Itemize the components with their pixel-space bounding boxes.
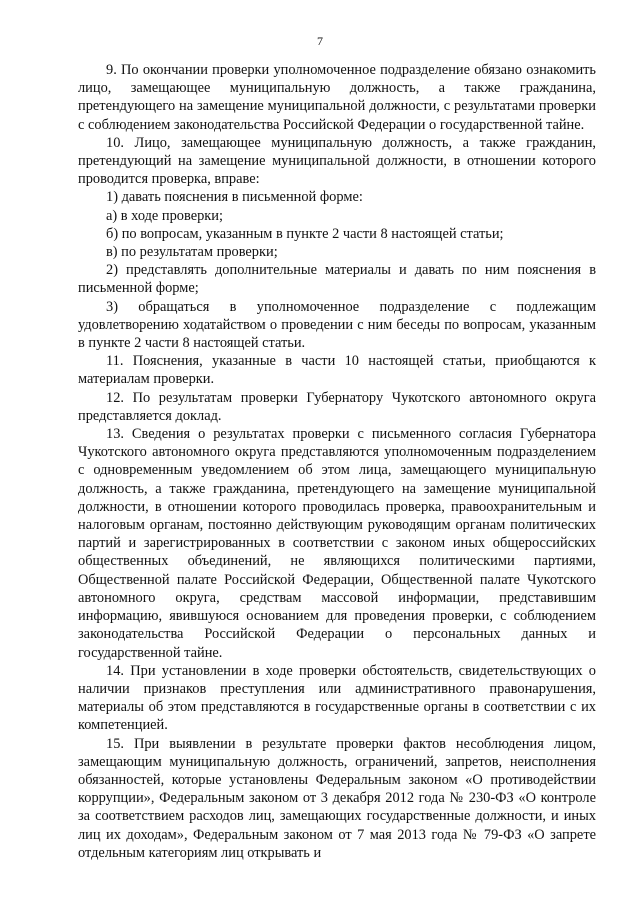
paragraph-12: 12. По результатам проверки Губернатору Чукотского автономного округа представляется доклад. bbox=[78, 389, 596, 424]
paragraph-15: 15. При выявлении в результате проверки фактов несоблюдения лицом, замещающим муниципальную должность, ограничений, запретов, неисполнения обязанностей, которые установлены Федеральным законом «О противодействии коррупции», Федеральным законом от 3 декабря 2012 года № 230-ФЗ «О контроле за соответствием расходов лиц, замещающих государственные должности, и иных лиц их доходам», Федеральным законом от 7 мая 2013 года № 79-ФЗ «О запрете отдельным категориям лиц открывать и bbox=[78, 735, 596, 861]
paragraph-10-item-1: 1) давать пояснения в письменной форме: bbox=[106, 189, 363, 206]
paragraph-10-item-3: 3) обращаться в уполномоченное подразделение с подлежащим удовлетворению ходатайством о проведении с ним беседы по вопросам, указанным в пункте 2 части 8 настоящей статьи. bbox=[78, 298, 596, 352]
paragraph-10-item-1b: б) по вопросам, указанным в пункте 2 части 8 настоящей статьи; bbox=[106, 225, 504, 242]
paragraph-14: 14. При установлении в ходе проверки обстоятельств, свидетельствующих о наличии признаков преступления или административного правонарушения, материалы об этом представляются в государственные органы в соответствии с их компетенцией. bbox=[78, 662, 596, 734]
paragraph-13: 13. Сведения о результатах проверки с письменного согласия Губернатора Чукотского автономного округа представляются уполномоченным подразделением с одновременным уведомлением об этом лица, замещающего муниципальную должность, а также гражданина, претендующего на замещение муниципальной должности, в отношении которого проводилась проверка, правоохранительным и налоговым органам, постоянно действующим руководящим органам политических партий и зарегистрированных в соответствии с законом иных общероссийских общественных объединений, не являющихся политическими партиями, Общественной палате Российской Федерации, Общественной палате Чукотского автономного округа, средствам массовой информации, представившим информацию, явившуюся основанием для проведения проверки, с соблюдением законодательства Российской Федерации о персональных данных и государственной тайне. bbox=[78, 426, 596, 661]
paragraph-10-item-2: 2) представлять дополнительные материалы и давать по ним пояснения в письменной форме; bbox=[78, 262, 596, 297]
paragraph-10-item-1c: в) по результатам проверки; bbox=[106, 244, 278, 261]
paragraph-10-item-1a: а) в ходе проверки; bbox=[106, 207, 223, 224]
paragraph-10: 10. Лицо, замещающее муниципальную должность, а также гражданин, претендующий на замещение муниципальной должности, в отношении которого проводится проверка, вправе: bbox=[78, 134, 596, 188]
paragraph-11: 11. Пояснения, указанные в части 10 настоящей статьи, приобщаются к материалам проверки. bbox=[78, 353, 596, 388]
page-number: 7 bbox=[317, 34, 323, 48]
document-body bbox=[78, 61, 596, 862]
paragraph-9: 9. По окончании проверки уполномоченное подразделение обязано ознакомить лицо, замещающее муниципальную должность, а также гражданина, претендующего на замещение муниципальной должности, с результатами проверки с соблюдением законодательства Российской Федерации о государственной тайне. bbox=[78, 62, 596, 133]
